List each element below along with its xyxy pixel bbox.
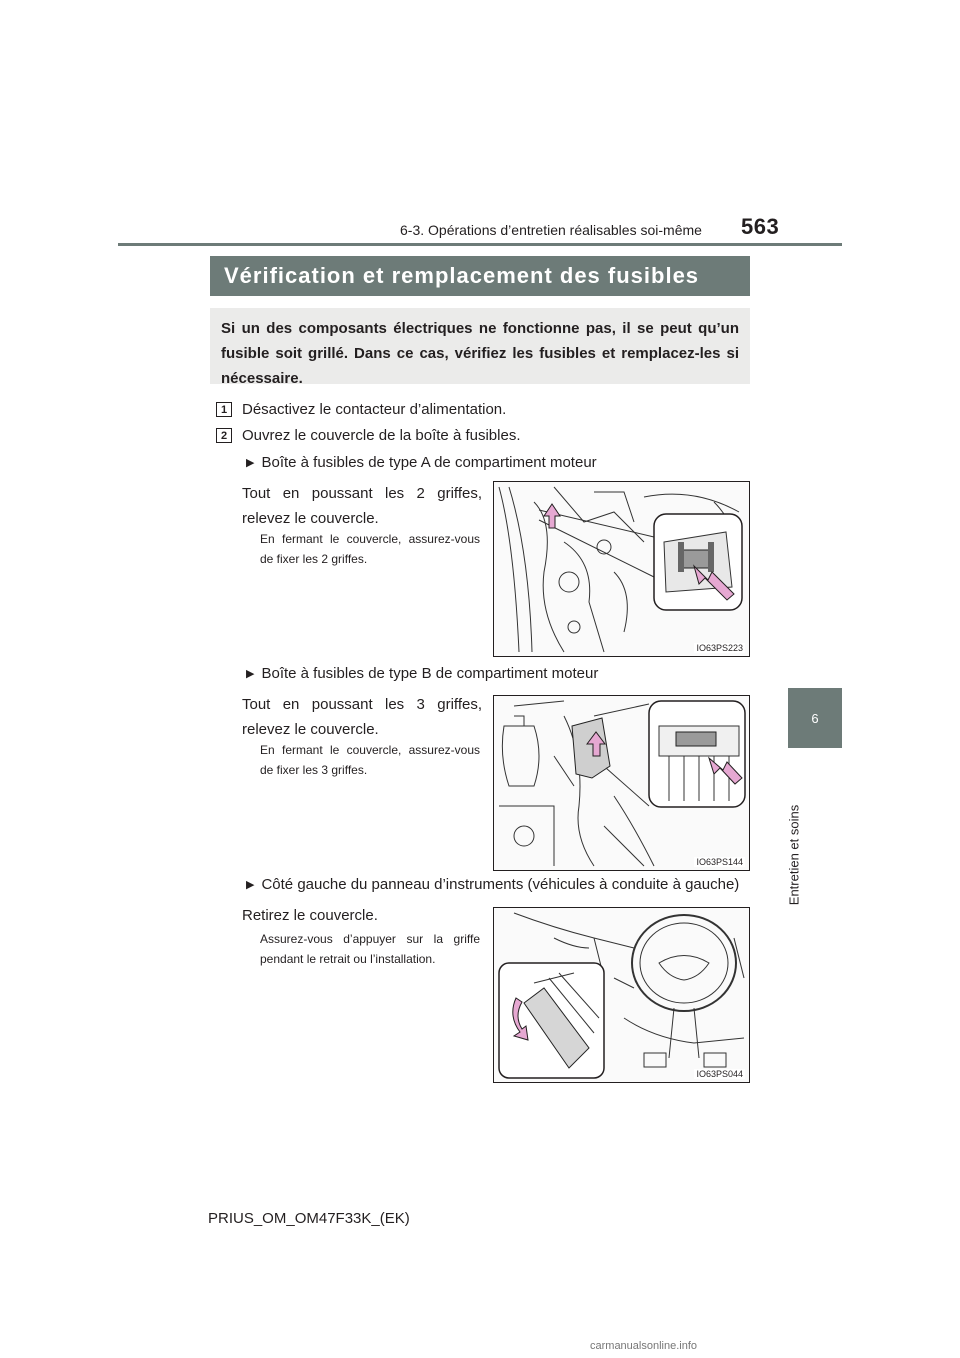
bullet-fusebox-a — [246, 454, 597, 471]
chapter-title: Entretien et soins — [786, 804, 802, 906]
note-fusebox-b: En fermant le couvercle, assurez-vous de fixer les 3 griffes. — [260, 743, 480, 777]
bullet-text: Boîte à fusibles de type A de compartiment moteur — [261, 454, 597, 471]
chapter-number: 6 — [811, 710, 819, 726]
page-number: 563 — [741, 214, 780, 239]
bullet-fusebox-b — [246, 665, 598, 682]
step-text-2: Ouvrez le couvercle de la boîte à fusibles. — [242, 427, 521, 444]
bullet-text: Côté gauche du panneau d’instruments (véhicules à conduite à gauche) — [261, 876, 740, 893]
bullet-text: Boîte à fusibles de type B de compartiment moteur — [261, 665, 599, 682]
instruction-fusebox-b: Tout en poussant les 3 griffes, relevez le couvercle. — [242, 696, 482, 738]
manual-code: PRIUS_OM_OM47F33K_(EK) — [208, 1210, 410, 1227]
instruction-instrument-panel: Retirez le couvercle. — [242, 907, 378, 924]
triangle-bullet-icon: ▶ — [246, 457, 255, 469]
triangle-bullet-icon: ▶ — [246, 668, 255, 680]
chapter-label — [768, 760, 820, 950]
figure-code: IO63PS044 — [696, 1069, 743, 1079]
step-text-1: Désactivez le contacteur d’alimentation. — [242, 401, 507, 418]
figure-code: IO63PS144 — [696, 857, 743, 867]
illustration-instrument-panel — [494, 908, 749, 1082]
note-instrument-panel: Assurez-vous d’appuyer sur la griffe pendant le retrait ou l’installation. — [260, 932, 480, 966]
section-title: Vérification et remplacement des fusibles — [210, 256, 750, 296]
step-badge-2: 2 — [216, 428, 232, 443]
chapter-tab — [788, 688, 842, 748]
illustration-engine-fusebox-a — [494, 482, 749, 656]
figure-fusebox-a — [493, 481, 750, 657]
figure-instrument-panel — [493, 907, 750, 1083]
lift-arrow-icon — [544, 504, 560, 528]
triangle-bullet-icon: ▶ — [246, 879, 255, 891]
illustration-engine-fusebox-b — [494, 696, 749, 870]
intro-box: Si un des composants électriques ne fonctionne pas, il se peut qu’un fusible soit grillé. Dans ce cas, vérifiez les fusibles et remplacez-les si nécessaire. — [210, 308, 750, 384]
figure-fusebox-b — [493, 695, 750, 871]
figure-code: IO63PS223 — [696, 643, 743, 653]
header-rule — [118, 243, 842, 246]
bullet-instrument-panel — [246, 876, 739, 893]
instruction-fusebox-a: Tout en poussant les 2 griffes, relevez le couvercle. — [242, 485, 482, 527]
watermark: carmanualsonline.info — [590, 1340, 698, 1352]
section-path: 6-3. Opérations d’entretien réalisables soi-même — [400, 222, 702, 238]
step-badge-1: 1 — [216, 402, 232, 417]
note-fusebox-a: En fermant le couvercle, assurez-vous de fixer les 2 griffes. — [260, 532, 480, 566]
